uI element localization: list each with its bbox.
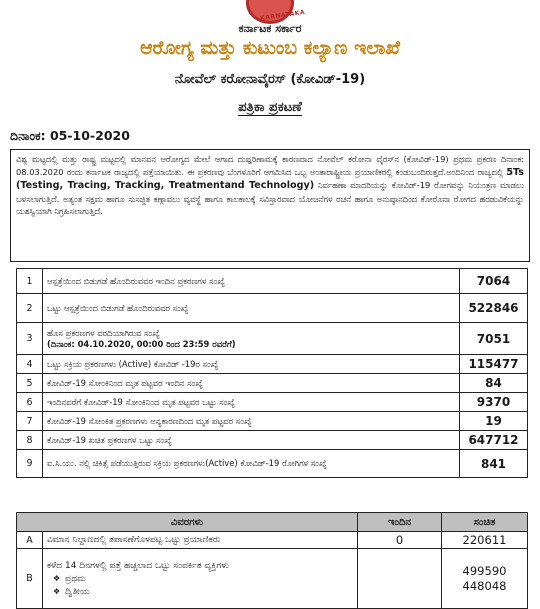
details-row-label: ವಿಮಾನ ನಿಲ್ದಾಣದಲ್ಲಿ ತಪಾಸಣೆಗೊಳಪಟ್ಟ ಒಟ್ಟು ಪ್ರಯಾಣಿಕರು [43,532,358,549]
stats-row-label: ಇಂದಿನವರೆಗೆ ಕೋವಿಡ್-19 ಸೋಂಕಿನಿಂದ ಮೃತ ಪಟ್ಟವರ ಒಟ್ಟು ಸಂಖ್ಯೆ [43,393,460,412]
contacts-list [47,574,353,597]
stats-row-label: ಒಟ್ಟು ಸಕ್ರಿಯ ಪ್ರಕರಣಗಳು (Active) ಕೋವಿಡ್ -19ರ ಸಂಖ್ಯೆ [43,355,460,374]
stats-row-number: 2 [17,294,43,323]
stats-row-value: 84 [460,374,528,393]
stats-row-label: ಕೋವಿಡ್-19 ಸೋಂಕಿನಿಂದ ಮೃತ ಪಟ್ಟವರ ಇಂದಿನ ಸಂಖ್ಯೆ [43,374,460,393]
stats-row-value: 522846 [460,294,528,323]
stats-row-value: 9370 [460,393,528,412]
intro-text-before: ವಿಶ್ವ ಮಟ್ಟದಲ್ಲಿ ಮತ್ತು ರಾಷ್ಟ್ರ ಮಟ್ಟದಲ್ಲಿ ಮಾನವನ ಆರೋಗ್ಯದ ಮೇಲೆ ಆಗಾದ ದುಷ್ಪರಿಣಾಮಕ್ಕೆ ಕಾರಣವಾದ ನೋವೆಲ್ ಕರೋನಾ ವೈರಸ್‌ನ (ಕೋವಿಡ್-19) ಪ್ರಥಮ ಪ್ರಕರಣ ದಿನಾಂಕ: 08.03.2020 ರಂದು ಕರ್ನಾಟಕ ರಾಜ್ಯದಲ್ಲಿ ಪತ್ತೆಯಾಯಿತು. ಈ ಪ್ರಕರಣವು ಬೆಂಗಳೂರಿಗೆ ಆಗಮಿಸಿದ ಒಬ್ಬ ಅಂತಾರಾಷ್ಟ್ರೀಯ ಪ್ರಯಾಣಿಕರಲ್ಲಿ ಕಂಡುಬಂದಿರುತ್ತದೆ.ಅಂದಿನಿಂದ ರಾಜ್ಯದಲ್ಲಿ [16,154,524,177]
details-row [17,532,528,549]
release-date: ದಿನಾಂಕ: 05-10-2020 [10,128,130,143]
stats-row-number: 3 [17,323,43,355]
stats-row [17,393,528,412]
secondary-contacts-cumulative: 448048 [462,578,507,593]
stats-row-label-cell [43,323,460,355]
today-header: ಇಂದಿನ [358,513,442,532]
details-row-today: 0 [358,532,442,549]
stats-row-value: 841 [460,450,528,478]
stats-row-number: 1 [17,269,43,294]
stats-row [17,323,528,355]
press-release-label: ಪತ್ರಿಕಾ ಪ್ರಕಟಣೆ [238,100,302,115]
stats-row-label: ಆಸ್ಪತ್ರೆಯಿಂದ ಬಿಡುಗಡೆ ಹೊಂದಿರುವವರ ಇಂದಿನ ಪ್ರಕರಣಗಳ ಸಂಖ್ಯೆ [43,269,460,294]
details-row-letter: A [17,532,43,549]
stats-row-value: 7064 [460,269,528,294]
stats-row-number: 6 [17,393,43,412]
stats-row [17,294,528,323]
stats-row-value: 647712 [460,431,528,450]
stats-row [17,412,528,431]
stats-row-number: 5 [17,374,43,393]
intro-text-bold: 5Ts (Testing, Tracing, Tracking, Treatmentand Technology) [16,166,524,192]
stats-row-date-range: (ದಿನಾಂಕ: 04.10.2020, 00:00 ರಿಂದ 23:59 ರವರೆಗೆ) [47,338,236,349]
details-row-label: ಕಳೆದ 14 ದಿನಗಳಲ್ಲಿ ಪತ್ತೆ ಹಚ್ಚಲಾದ ಒಟ್ಟು ಸಂಪರ್ಕಿತ ವ್ಯಕ್ತಿಗಳು [47,560,229,571]
details-header-row [17,513,528,532]
intro-text-after: ನಿರ್ವಹಣಾ ಮಾದರಿಯನ್ನು ಕೋವಿಡ್-19 ರೋಗವನ್ನು ನಿಯಂತ್ರಣ ಮಾಡಲು ಬಳಸಲಾಗುತ್ತಿದೆ. ಅತ್ಯಂತ ಸಕ್ಷಮ ಹಾಗೂ ಸುಸಜ್ಜಿತ ಕಣ್ಗಾವಲು ವ್ಯವಸ್ಥೆ ಹಾಗೂ ಕಾಲಕಾಲಕ್ಕೆ ಸವಿಸ್ತಾರವಾದ ಯೋಜನೆಗಳ ರಚನೆ ಹಾಗೂ ಅನುಷ್ಠಾನದಿಂದ ಕೋರೊನಾ ರೋಗದ ಹರಡುವಿಕೆಯನ್ನು ಯಶಸ್ವಿಯಾಗಿ ನಿಗ್ರಹಿಸಲಾಗುತ್ತಿದೆ. [16,180,524,217]
stats-row-value: 7051 [460,323,528,355]
intro-paragraph [10,149,530,262]
secondary-contacts-item: ❖ ದ್ವಿತೀಯ [53,587,353,597]
stats-row-label: ಒಟ್ಟು ಆಸ್ಪತ್ರೆಯಿಂದ ಬಿಡುಗಡೆ ಹೊಂದಿರುವವರ ಸಂಖ್ಯೆ [43,294,460,323]
details-header: ವಿವರಗಳು [17,513,358,532]
stats-row [17,355,528,374]
stats-row-label: ಐ.ಸಿ.ಯು. ನಲ್ಲಿ ಚಿಕಿತ್ಸೆ ಪಡೆಯುತ್ತಿರುವ ಸಕ್ರಿಯ ಪ್ರಕರಣಗಳು(Active) ಕೋವಿಡ್-19 ರೋಗಿಗಳ ಸಂಖ್ಯೆ [43,450,460,478]
cumulative-header: ಸಂಚಿತ [442,513,528,532]
details-table [16,512,528,609]
stats-row-label: ಹೊಸ ಪ್ರಕರಣಗಳ ವರದಿಯಾಗಿರುವ ಸಂಖ್ಯೆ [47,327,160,338]
stats-row-label: ಕೋವಿಡ್-19 ಸೋಂಕಿತ ಪ್ರಕರಣಗಳು ಅನ್ಯಕಾರಣದಿಂದ ಮೃತ ಪಟ್ಟವರ ಸಂಖ್ಯೆ [43,412,460,431]
stats-row-value: 19 [460,412,528,431]
document-subtitle: ನೋವೆಲ್ ಕರೋನಾವೈರಸ್ (ಕೋವಿಡ್-19) [174,72,366,87]
stats-row-number: 4 [17,355,43,374]
stats-row-number: 9 [17,450,43,478]
stats-row [17,431,528,450]
stats-row-number: 7 [17,412,43,431]
stats-row [17,269,528,294]
stats-row [17,374,528,393]
press-release-heading [0,100,540,115]
stats-table [16,268,528,478]
details-row-cumulative: 220611 [442,532,528,549]
details-row-letter: B [17,549,43,609]
department-title: ಆರೋಗ್ಯ ಮತ್ತು ಕುಟುಂಬ ಕಲ್ಯಾಣ ಇಲಾಖೆ [139,37,401,59]
emblem-text: KARNATAKA [259,8,306,23]
stats-row-number: 8 [17,431,43,450]
primary-contacts-item: ❖ ಪ್ರಥಮ [53,574,353,584]
stats-row-value: 115477 [460,355,528,374]
government-name: ಕರ್ನಾಟಕ ಸರ್ಕಾರ [238,22,302,35]
stats-row [17,450,528,478]
stats-row-label: ಕೋವಿಡ್-19 ಖಚಿತ ಪ್ರಕರಣಗಳ ಒಟ್ಟು ಸಂಖ್ಯೆ [43,431,460,450]
primary-contacts-cumulative: 499590 [462,563,507,578]
